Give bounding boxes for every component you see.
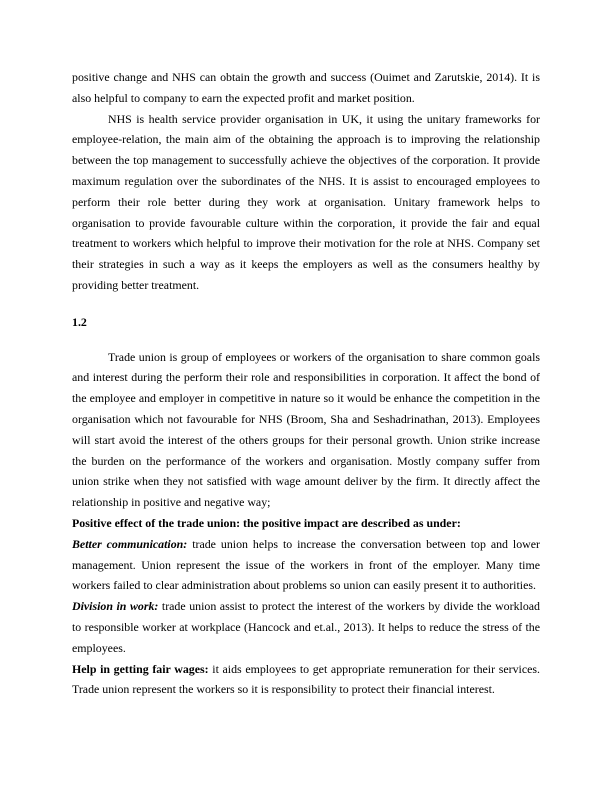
list-item bbox=[72, 596, 540, 658]
list-item bbox=[72, 659, 540, 701]
paragraph-trade-union: Trade union is group of employees or workers of the organisation to share common goals and interest during the perform their role and responsibilities in corporation. It affect the bond of the employee and employer in competitive in nature so it would be enhance the competition in the organisation which not favourable for NHS (Broom, Sha and Seshadrinathan, 2013). Employees will start avoid the interest of the others groups for their personal growth. Union strike increase the burden on the performance of the workers and organisation. Mostly company suffer from union strike when they not satisfied with wage amount deliver by the firm. It directly affect the relationship in positive and negative way; bbox=[72, 349, 540, 510]
item-term: Help in getting fair wages: bbox=[72, 661, 209, 676]
item-term: Better communication: bbox=[72, 536, 188, 551]
item-text: trade union helps to increase the conversation between top and lower management. Union represent the issue of the workers in front of the employer. Many time workers failed to clear administration about problems so union can easily present it to authorities. bbox=[72, 536, 540, 593]
item-term: Division in work: bbox=[72, 599, 159, 614]
item-text: trade union assist to protect the interest of the workers by divide the workload to responsible worker at workplace (Hancock and et.al., 2013). It helps to reduce the stress of the employees. bbox=[72, 599, 540, 655]
paragraph-continuation: positive change and NHS can obtain the growth and success (Ouimet and Zarutskie, 2014). It is also helpful to company to earn the expected profit and market position. bbox=[72, 70, 540, 105]
paragraph-nhs-unitary: NHS is health service provider organisation in UK, it using the unitary frameworks for employee-relation, the main aim of the obtaining the approach is to improving the relationship between the top management to successfully achieve the objectives of the corporation. It provide maximum regulation over the subordinates of the NHS. It is assist to encouraged employees to perform their role better during they work at organisation. Unitary framework helps to organisation to provide favourable culture within the corporation, it provide the fair and equal treatment to workers which helpful to improve their motivation for the role at NHS. Company set their strategies in such a way as it keeps the employers as well as the consumers healthy by providing better treatment. bbox=[72, 111, 540, 292]
section-heading: 1.2 bbox=[72, 314, 87, 329]
document-page bbox=[72, 67, 540, 700]
subheading-positive-effect: Positive effect of the trade union: the positive impact are described as under: bbox=[72, 515, 461, 530]
item-text: it aids employees to get appropriate remuneration for their services. Trade union represent the workers so it is responsibility to protect their financial interest. bbox=[72, 661, 540, 697]
list-item bbox=[72, 534, 540, 596]
